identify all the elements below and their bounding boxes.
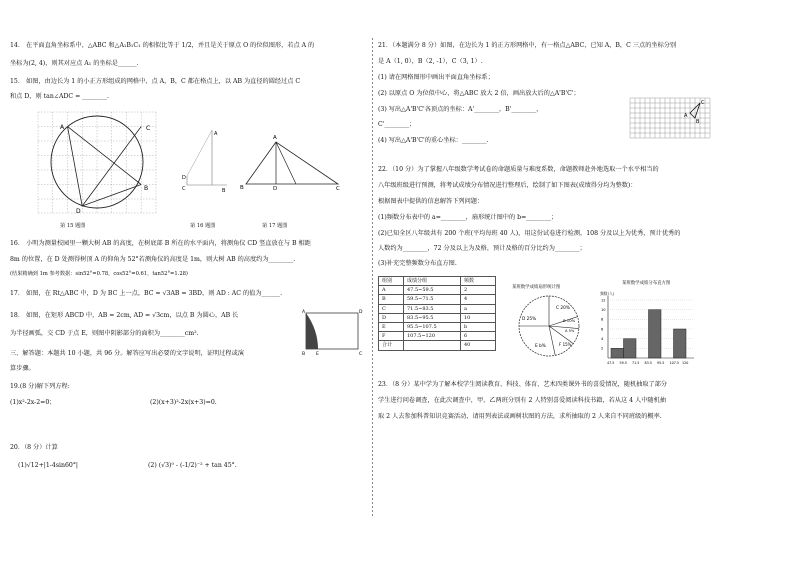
q21-line1: 21．（本题满分 8 分）如图，在边长为 1 的正方形网格中，有一格点△ABC，已知 A，B，C 三点的坐标分别 [378,42,677,49]
table-header-cell: 组别 [379,277,404,286]
histogram-x-tick: 95.5 [657,361,665,365]
q21-part1: (1) 请在网格图形中画出平面直角坐标系； [378,74,494,81]
histogram-bar [624,339,637,358]
fig15-label-a: A [60,124,65,131]
table-header-cell: 频数 [461,277,496,286]
q21-line2: 是 A（1, 0），B（2, -1），C（3, 1）. [378,58,483,65]
q15-line2: 和点 D，则 tan∠ADC = ________. [10,93,109,100]
table-cell: b [461,322,496,331]
figure-21-grid [630,98,712,138]
caption-15: 第 15 题图 [60,223,86,229]
fig18-label-e: E [316,352,319,357]
section3-line2: 算步骤。 [10,365,35,372]
table-cell: C [379,304,404,313]
q15-line1: 15． 如图，由边长为 1 的小正方形组成的网格中，点 A，B，C 都在格点上，以 AB 为直径的圆经过点 C [10,78,301,85]
table-cell: 2 [461,286,496,295]
fig18-label-b: B [302,352,306,357]
table-cell: D [379,313,404,322]
q18-line1: 18． 如图，在矩形 ABCD 中，AB = 2cm, AD = √3cm，以点 B 为圆心，AB 长 [10,312,239,319]
histogram-x-tick: 71.5 [632,361,640,365]
left-column [0,0,372,562]
histogram-bar [611,348,624,358]
q16-line1: 16． 小明为测量校园里一颗大树 AB 的高度，在树底部 B 所在的水平面内，将测角仪 CD 竖直放在与 B 相距 [10,240,311,247]
histogram-x-tick: 47.5 [607,361,615,365]
histogram-y-tick: 6 [601,327,604,332]
q22-line3: 根据图表中提供的信息解答下列问题： [378,198,484,205]
fig17-label-d: D [273,186,278,192]
q22-part2b: 人数约为________，72 分及以上为及格，预计及格的百分比约为________； [378,245,586,252]
q22-part3: (3)补充完整频数分布直方图. [378,260,457,267]
pie-label-b: B 10% [563,318,576,323]
q20-heading: 20．（8 分）计算 [10,444,58,451]
histogram-x-tick: 120 [682,361,689,365]
pie-title: 某班数学成绩扇形统计图 [512,285,561,290]
q23-line1: 23．（8 分）某中学为了解本校学生阅读教育、科技、体育、艺术四类课外书的喜爱情况，随机抽取了部分 [378,381,668,388]
table-header-row [379,277,496,286]
pie-label-a: A 5% [565,329,575,333]
q23-line2: 学生进行问卷调查，在此次调查中，甲、乙两班分别有 2 人特别喜爱阅读科技书籍，若从这 4 人中随机抽 [378,397,666,404]
pie-chart [514,290,584,362]
caption-17: 第 17 题图 [262,223,288,229]
q20-part1: (1)√12+|1-4sin60°| [18,462,79,469]
frequency-table [378,276,496,351]
table-cell: 4 [461,295,496,304]
table-cell: F [379,332,404,341]
table-cell: 107.5~120 [404,332,461,341]
q17-text: 17． 如图，在 Rt△ABC 中，D 为 BC 上一点，BC = √3AB = 3BD，则 AD : AC 的值为______. [10,290,283,297]
table-cell: 10 [461,313,496,322]
table-cell: A [379,286,404,295]
fig17-label-a: A [273,135,277,141]
table-cell: B [379,295,404,304]
table-cell: 40 [461,341,496,350]
table-cell: 95.5~107.5 [404,322,461,331]
table-cell: 6 [461,332,496,341]
q16-line2: 8m 的位置，在 D 处测得树顶 A 的仰角为 52°若测角仪的高度是 1m，则大树 AB 的高度约为________. [10,256,296,263]
fig16-label-a: A [214,131,218,137]
fig16-label-b: B [222,188,226,194]
q22-line1: 22．（10 分）为了掌握八年级数学考试卷的命题质量与难度系数，命题教师赴外地选取一个水平相当的 [378,166,659,173]
q20-part2: (2) (√3)⁰ - (-1/2)⁻² + tan 45°. [148,462,237,469]
section3-line1: 三、解答题：本题共 10 小题，共 96 分。解答应写出必要的文字说明，证明过程或演 [10,350,244,357]
pie-label-f: F 15% [559,342,572,347]
table-row [379,332,496,341]
right-column [374,0,794,562]
histogram-y-tick: 12 [601,298,606,303]
table-cell: a [461,304,496,313]
q14-line2: 坐标为(2, 4)，则其对应点 A₁ 的坐标是______. [10,60,139,67]
table-row [379,304,496,313]
q16-line3: (结果精确到 1m 参考数据：sin52°=0.78，cos52°=0.61，tan52°=1.28) [10,271,188,277]
histogram-y-tick: 4 [601,336,604,341]
fig17-label-b: B [240,185,244,191]
pie-label-c: C 20% [556,306,570,311]
q19-part1: (1)x²-2x-2=0； [10,399,56,406]
fig15-label-d: D [76,208,81,215]
histogram-x-tick: 83.5 [644,361,652,365]
figure-18-rectangle [302,310,364,355]
table-row [379,295,496,304]
q22-part1: (1)频数分布表中的 a=________，扇形统计图中的 b=________； [378,214,558,221]
table-cell [404,341,461,350]
table-cell: 合计 [379,341,404,350]
fig18-label-a: A [302,310,306,315]
fig15-label-c: C [146,125,151,132]
table-header-cell: 成绩分组 [404,277,461,286]
pie-label-e: E b% [535,344,546,349]
table-row [379,313,496,322]
fig21-label-c: C [701,100,705,106]
fig18-label-d: D [359,310,363,315]
histogram-bar [674,329,687,358]
table-cell: E [379,322,404,331]
histogram-y-tick: 10 [601,307,606,312]
q21-part2: (2) 以原点 O 为位似中心，将△ABC 放大 2 倍，画出放大后的△A'B'C'； [378,90,580,97]
table-cell: 83.5~95.5 [404,313,461,322]
q14-line1: 14． 在平面直角坐标系中，△ABC 和△A₁B₁C₁ 的相似比等于 1/2，并且是关于原点 O 的位似图形，若点 A 的 [10,42,315,49]
column-divider [372,38,373,518]
q23-line3: 取 2 人去参加科普知识竞赛活动，请用列表法或画树状图的方法，求所抽取的 2 人来自不同班级的概率. [378,413,662,420]
fig18-label-c: C [359,352,363,357]
histogram-y-tick: 2 [601,346,604,351]
fig21-label-b: B [696,119,700,125]
figure-17-triangle [240,132,344,190]
table-row [379,341,496,350]
table-row [379,286,496,295]
histogram-x-tick: 59.5 [619,361,627,365]
q19-heading: 19.(8 分)解下列方程: [10,383,70,390]
table-cell: 47.5~59.5 [404,286,461,295]
fig15-label-b: B [144,185,149,192]
fig16-label-d: D [182,175,186,181]
table-cell: 71.5~83.5 [404,304,461,313]
histogram-y-tick: 8 [601,317,604,322]
fig16-label-c: C [182,186,186,192]
histogram-ylabel: 频数(人) [600,291,615,296]
q18-line2: 为半径画弧，交 CD 于点 E，则图中阴影部分的面积为________cm². [10,330,199,337]
table-cell: 59.5~71.5 [404,295,461,304]
q21-part4: (4) 写出△A'B'C'的重心坐标：________. [378,137,489,144]
table-row [379,322,496,331]
figure-15-grid-circle [38,112,156,214]
caption-16: 第 16 题图 [190,223,216,229]
histogram-x-tick: 107.5 [669,361,679,365]
histogram-bar [649,310,662,358]
q21-part3b: C'________； [378,121,416,128]
figure-16-tree [182,130,232,192]
q22-line2: 八年级班级进行预测，将考试成绩分布情况进行整理后，绘制了如下图表(成绩得分均为整数)： [378,182,637,189]
q22-part2: (2)已知全区八年级共有 200 个班(平均每班 40 人)，用这份试卷进行检测，108 分及以上为优秀，预计优秀的 [378,230,681,237]
histogram-title: 某班数学成绩分布直方图 [622,281,671,286]
q19-part2: (2)(x+3)²-2x(x+3)=0. [150,399,217,406]
histogram-chart [600,296,700,368]
q21-part3: (3) 写出△A'B'C'各顶点的坐标：A'________，B'________， [378,106,543,113]
fig21-label-a: A [684,113,688,119]
fig17-label-c: C [336,186,340,192]
pie-label-d: D 25% [522,317,537,322]
